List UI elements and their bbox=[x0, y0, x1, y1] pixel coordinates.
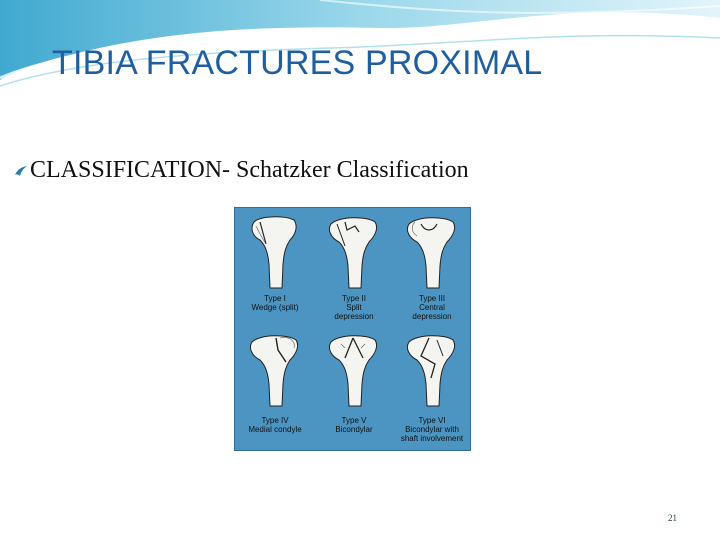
caption-type-4 bbox=[236, 416, 314, 434]
type-3-line-2: depression bbox=[412, 312, 452, 321]
bullet-item bbox=[14, 157, 469, 184]
type-3-line-1: Central bbox=[419, 303, 445, 312]
bone-illustration-type-5 bbox=[315, 330, 393, 410]
wing-bullet-icon bbox=[14, 164, 28, 178]
bone-illustration-type-3 bbox=[393, 212, 471, 292]
type-5-line-1: Bicondylar bbox=[335, 425, 373, 434]
caption-type-1 bbox=[236, 294, 314, 312]
type-1-line-1: Wedge (split) bbox=[251, 303, 299, 312]
page-number: 21 bbox=[668, 513, 677, 523]
type-2-line-2: depression bbox=[334, 312, 374, 321]
type-2-label: Type II bbox=[341, 294, 366, 303]
type-6-label: Type VI bbox=[418, 416, 446, 425]
bone-illustration-type-1 bbox=[236, 212, 314, 292]
bone-illustration-type-4 bbox=[236, 330, 314, 410]
caption-type-5 bbox=[315, 416, 393, 434]
type-2-line-1: Split bbox=[346, 303, 362, 312]
slide-title: TIBIA FRACTURES PROXIMAL bbox=[52, 44, 543, 82]
caption-type-3 bbox=[393, 294, 471, 321]
caption-type-6 bbox=[393, 416, 471, 443]
bullet-text: CLASSIFICATION- Schatzker Classification bbox=[30, 157, 469, 183]
type-4-line-1: Medial condyle bbox=[248, 425, 302, 434]
type-6-line-2: shaft involvement bbox=[400, 434, 464, 443]
schatzker-classification-figure bbox=[234, 207, 471, 451]
type-4-label: Type IV bbox=[261, 416, 289, 425]
type-6-line-1: Bicondylar with bbox=[405, 425, 459, 434]
type-3-label: Type III bbox=[418, 294, 446, 303]
type-5-label: Type V bbox=[341, 416, 367, 425]
type-1-label: Type I bbox=[264, 294, 286, 303]
bone-illustration-type-6 bbox=[393, 330, 471, 410]
caption-type-2 bbox=[315, 294, 393, 321]
bone-illustration-type-2 bbox=[315, 212, 393, 292]
